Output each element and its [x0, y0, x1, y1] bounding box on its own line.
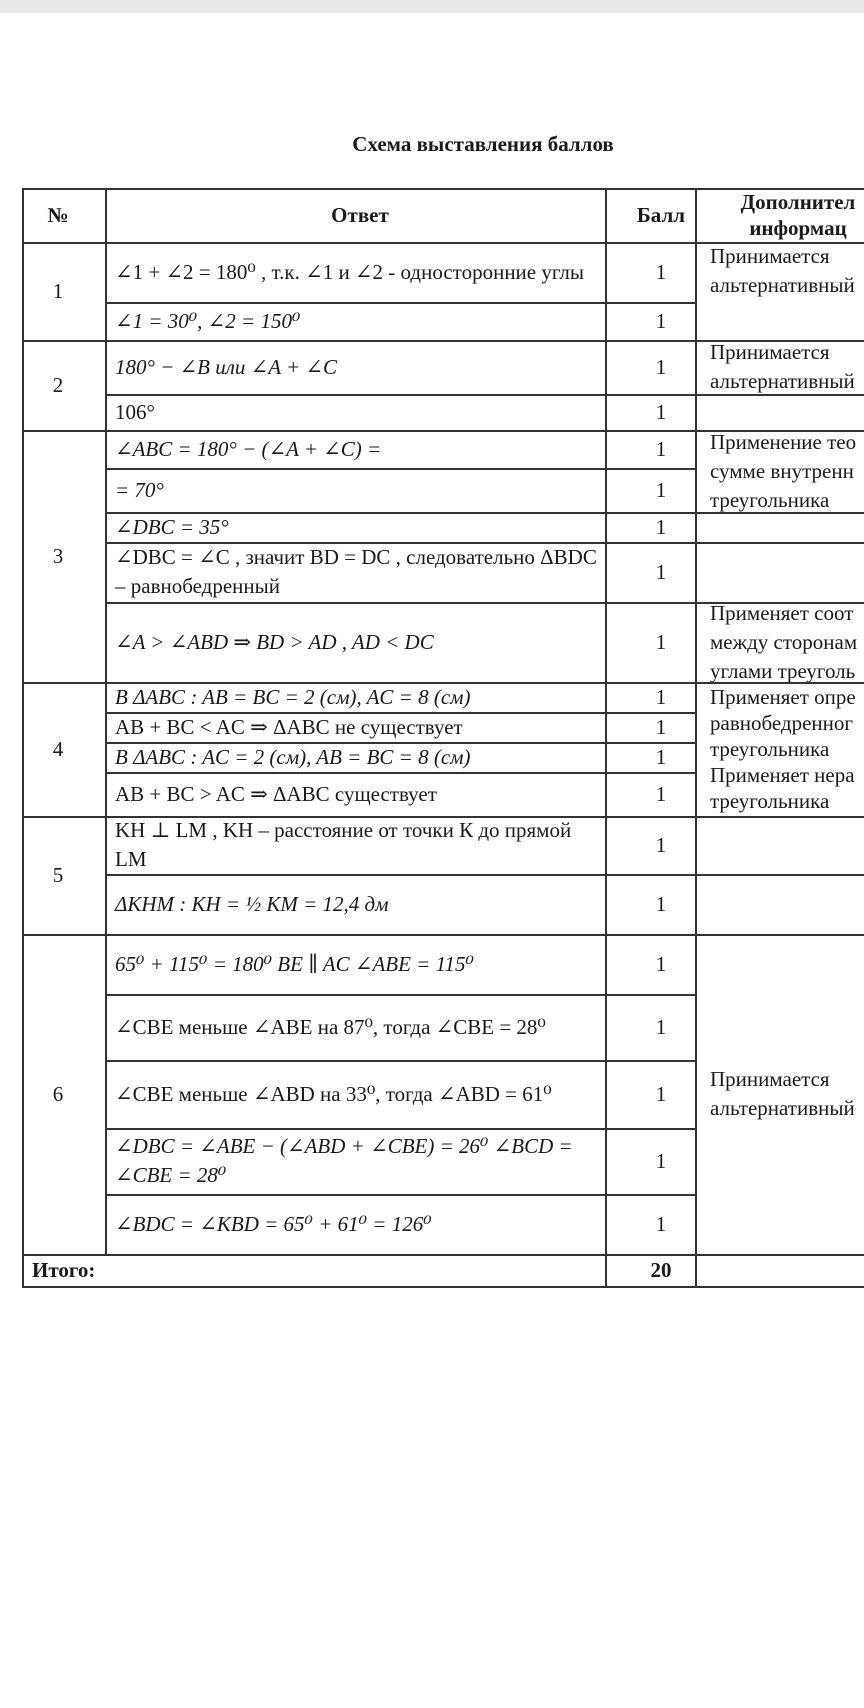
row-divider [105, 874, 695, 876]
header-num: № [47, 202, 69, 227]
header-answer: Ответ [331, 202, 389, 227]
total-label: Итого: [32, 1257, 96, 1282]
row-divider [695, 874, 864, 876]
row-divider [695, 394, 864, 396]
answer-cell: ΔKHM : KH = ½ KM = 12,4 дм [115, 891, 389, 916]
header-extra: Дополнител информац [740, 190, 856, 240]
answer-cell: ∠1 + ∠2 = 180⁰ , т.к. ∠1 и ∠2 - односторонние углы [115, 259, 585, 284]
points-cell: 1 [655, 354, 667, 379]
points-cell: 1 [655, 1148, 667, 1173]
points-cell: 1 [655, 259, 667, 284]
points-cell: 1 [655, 514, 667, 539]
column-divider [22, 188, 24, 1286]
group-number: 2 [52, 372, 64, 397]
points-cell: 1 [655, 951, 667, 976]
header-points: Балл [636, 202, 686, 227]
top-bar [0, 0, 864, 13]
points-cell: 1 [655, 781, 667, 806]
points-cell: 1 [655, 744, 667, 769]
points-cell: 1 [655, 1211, 667, 1236]
answer-cell: В ΔABC : AB = BC = 2 (см), AC = 8 (см) [115, 684, 471, 709]
row-divider [105, 994, 695, 996]
row-divider [105, 542, 695, 544]
column-divider [695, 188, 697, 1286]
points-cell: 1 [655, 832, 667, 857]
answer-cell: KH ⊥ LM , KH – расстояние от точки К до прямой LM [115, 818, 572, 871]
answer-cell: ∠DBC = ∠C , значит BD = DC , следовательно ΔBDC – равнобедренный [115, 545, 597, 598]
answer-cell: ∠ABC = 180° − (∠A + ∠C) = [115, 436, 382, 461]
answer-cell: 180° − ∠B или ∠A + ∠C [115, 354, 337, 379]
answer-cell: ∠DBC = 35° [115, 514, 229, 539]
answer-cell: = 70° [115, 477, 164, 502]
row-divider [695, 512, 864, 514]
group-number: 3 [52, 543, 64, 568]
answer-cell: ∠1 = 30⁰, ∠2 = 150⁰ [115, 308, 301, 333]
scoring-table [22, 188, 864, 1378]
row-divider [105, 602, 695, 604]
group-number: 6 [52, 1081, 64, 1106]
row-divider [105, 772, 695, 774]
answer-cell: ∠CBE меньше ∠ABD на 33⁰, тогда ∠ABD = 61⁰ [115, 1081, 552, 1106]
row-divider [105, 302, 695, 304]
row-divider [105, 1060, 695, 1062]
column-divider [105, 188, 107, 1254]
row-divider [105, 1194, 695, 1196]
row-divider [105, 1128, 695, 1130]
answer-cell: AB + BC < AC ⇒ ΔABC не существует [115, 714, 463, 739]
points-cell: 1 [655, 1014, 667, 1039]
answer-cell: ∠CBE меньше ∠ABE на 87⁰, тогда ∠CBE = 28⁰ [115, 1014, 546, 1039]
group-number: 1 [52, 278, 64, 303]
points-cell: 1 [655, 559, 667, 584]
answer-cell: 106° [115, 399, 155, 424]
row-divider [22, 1286, 864, 1288]
row-divider [695, 542, 864, 544]
points-cell: 1 [655, 891, 667, 916]
extra-info: Применение тео сумме внутренн треугольника [710, 430, 857, 512]
extra-info: Принимается альтернативный [710, 244, 855, 297]
answer-cell: ∠BDC = ∠KBD = 65⁰ + 61⁰ = 126⁰ [115, 1211, 432, 1236]
points-cell: 1 [655, 436, 667, 461]
points-cell: 1 [655, 1081, 667, 1106]
extra-info: Применяет опре равнобедренног треугольника Применяет нера треугольника [710, 685, 856, 813]
points-cell: 1 [655, 629, 667, 654]
answer-cell: AB + BC > AC ⇒ ΔABC существует [115, 781, 437, 806]
answer-cell: ∠A > ∠ABD ⇒ BD > AD , AD < DC [115, 629, 434, 654]
points-cell: 1 [655, 714, 667, 739]
extra-info: Применяет соот между сторонам углами треуголь [710, 602, 858, 682]
total-points: 20 [650, 1257, 672, 1282]
row-divider [105, 468, 695, 470]
row-divider [105, 512, 695, 514]
extra-info: Принимается альтернативный [710, 1067, 855, 1120]
answer-cell: 65⁰ + 115⁰ = 180⁰ BE ∥ AC ∠ABE = 115⁰ [115, 951, 474, 976]
row-divider [22, 188, 864, 190]
points-cell: 1 [655, 684, 667, 709]
points-cell: 1 [655, 308, 667, 333]
row-divider [105, 742, 695, 744]
column-divider [605, 188, 607, 1286]
row-divider [105, 394, 695, 396]
points-cell: 1 [655, 399, 667, 424]
page-title: Схема выставления баллов [352, 132, 614, 156]
answer-cell: В ΔABC : AC = 2 (см), AB = BC = 8 (см) [115, 744, 471, 769]
extra-info: Принимается альтернативный [710, 340, 855, 393]
row-divider [105, 712, 695, 714]
answer-cell: ∠DBC = ∠ABE − (∠ABD + ∠CBE) = 26⁰ ∠BCD = ∠CBE = 28⁰ [115, 1134, 573, 1187]
group-number: 4 [52, 736, 64, 761]
points-cell: 1 [655, 477, 667, 502]
group-number: 5 [52, 862, 64, 887]
